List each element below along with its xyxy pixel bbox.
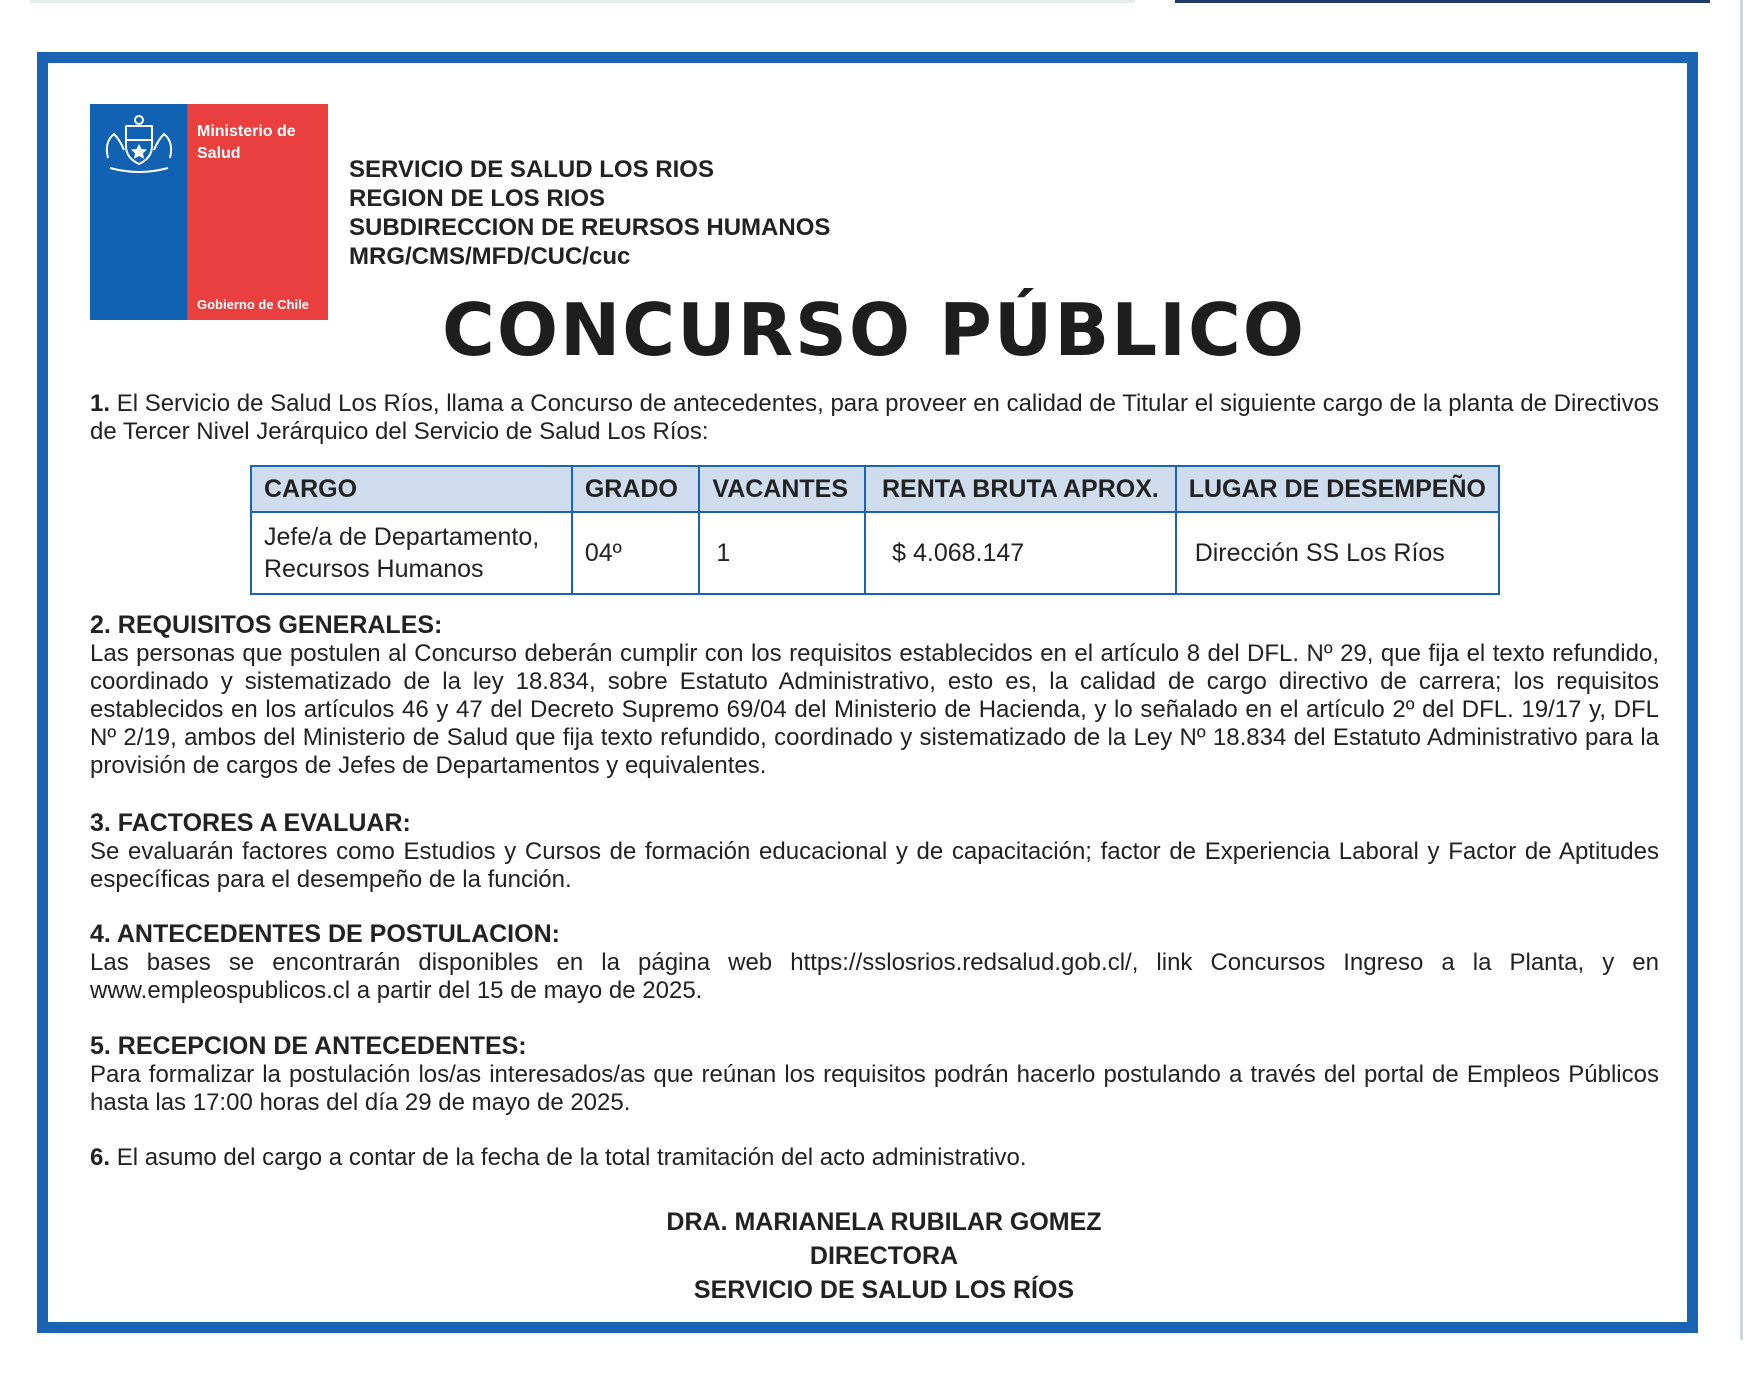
section-5 xyxy=(90,1031,1659,1117)
top-edge-line-left xyxy=(30,0,1135,3)
section-5-title: 5. RECEPCION DE ANTECEDENTES: xyxy=(90,1032,527,1060)
col-header-cargo: CARGO xyxy=(251,466,572,512)
section-2-text: Las personas que postulen al Concurso deberán cumplir con los requisitos establecidos en el artículo 8 del DFL. Nº 29, que fija el texto refundido, coordinado y sistematizado de la ley 18.834, sobre Estatuto Administrativo, esto es, la calidad de cargo directivo de carrera; los requisitos establecidos en los artículos 46 y 47 del Decreto Supremo 69/04 del Ministerio de Hacienda, y lo señalado en el artículo 2º del DFL. 19/17 y, DFL Nº 2/19, ambos del Ministerio de Salud que fija texto refundido, coordinado y sistematizado de la Ley Nº 18.834 del Estatuto Administrativo para la provisión de cargos de Jefes de Departamentos y equivalentes. xyxy=(90,640,1659,779)
section-2-title: 2. REQUISITOS GENERALES: xyxy=(90,611,443,639)
section-3 xyxy=(90,808,1659,894)
header-line-reference: MRG/CMS/MFD/CUC/cuc xyxy=(349,243,631,270)
col-header-vacantes: VACANTES xyxy=(699,466,865,512)
section-6 xyxy=(90,1144,1659,1172)
section-2 xyxy=(90,610,1659,780)
col-header-grado: GRADO xyxy=(572,466,700,512)
top-edge-line-right xyxy=(1175,0,1710,3)
coat-of-arms-icon xyxy=(100,112,178,178)
issuer-header xyxy=(349,155,830,271)
section-4-text: Las bases se encontrarán disponibles en la página web https://sslosrios.redsalud.gob.cl/, link Concursos Ingreso a la Planta, y en www.empleospublicos.cl a partir del 15 de mayo de 2025. xyxy=(90,949,1659,1004)
section-3-text: Se evaluarán factores como Estudios y Cursos de formación educacional y de capacitación; factor de Experiencia Laboral y Factor de Aptitudes específicas para el desempeño de la función. xyxy=(90,838,1659,893)
section-1 xyxy=(90,390,1659,446)
header-line-region: REGION DE LOS RIOS xyxy=(349,185,606,212)
page-title: CONCURSO PÚBLICO xyxy=(441,288,1306,372)
table-row xyxy=(251,512,1499,594)
cell-renta: $ 4.068.147 xyxy=(865,512,1176,594)
right-edge-line xyxy=(1740,0,1743,1340)
section-6-text: El asumo del cargo a contar de la fecha de la total tramitación del acto administrativo. xyxy=(116,1144,1027,1171)
section-4 xyxy=(90,919,1659,1005)
col-header-renta: RENTA BRUTA APROX. xyxy=(865,466,1176,512)
signature-role: DIRECTORA xyxy=(809,1242,959,1270)
government-name: Gobierno de Chile xyxy=(197,297,309,312)
section-6-number: 6. xyxy=(90,1144,111,1171)
col-header-lugar: LUGAR DE DESEMPEÑO xyxy=(1176,466,1499,512)
cargo-line-1: Jefe/a de Departamento, xyxy=(264,523,540,551)
ministry-name: Ministerio de Salud xyxy=(197,123,296,162)
signature-org: SERVICIO DE SALUD LOS RÍOS xyxy=(693,1276,1075,1304)
section-3-title: 3. FACTORES A EVALUAR: xyxy=(90,809,411,837)
section-1-text: El Servicio de Salud Los Ríos, llama a Concurso de antecedentes, para proveer en calidad de Titular el siguiente cargo de la planta de Directivos de Tercer Nivel Jerárquico del Servicio de Salud Los Ríos: xyxy=(90,390,1659,445)
section-1-number: 1. xyxy=(90,390,111,417)
section-5-text: Para formalizar la postulación los/as interesados/as que reúnan los requisitos podrán hacerlo postulando a través del portal de Empleos Públicos hasta las 17:00 horas del día 29 de mayo de 2025. xyxy=(90,1061,1659,1116)
signature-block xyxy=(0,1205,1748,1307)
signature-name: DRA. MARIANELA RUBILAR GOMEZ xyxy=(666,1208,1102,1236)
section-4-title: 4. ANTECEDENTES DE POSTULACION: xyxy=(90,920,560,948)
header-line-subdirection: SUBDIRECCION DE REURSOS HUMANOS xyxy=(349,214,831,241)
cell-vacantes: 1 xyxy=(699,512,865,594)
position-table xyxy=(250,465,1500,595)
header-line-service: SERVICIO DE SALUD LOS RIOS xyxy=(349,156,714,183)
cell-grado: 04º xyxy=(572,512,700,594)
table-header-row xyxy=(251,466,1499,512)
cargo-line-2: Recursos Humanos xyxy=(264,555,484,583)
cell-cargo xyxy=(251,512,572,594)
cell-lugar: Dirección SS Los Ríos xyxy=(1176,512,1499,594)
